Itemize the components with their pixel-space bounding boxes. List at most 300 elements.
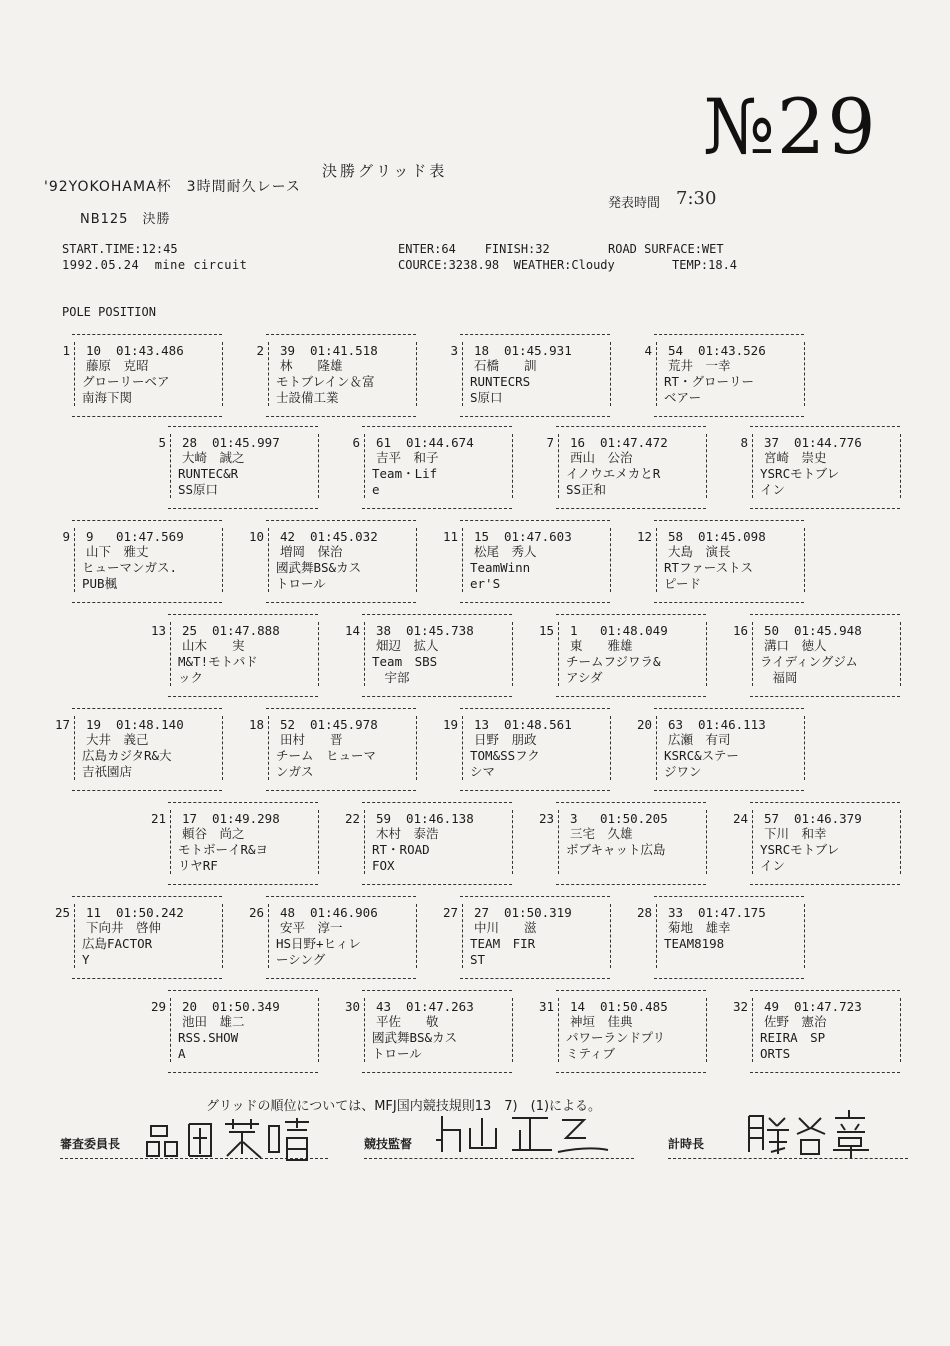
team-name-line1: RUNTECRS <box>470 374 531 389</box>
slot-border-top <box>750 990 900 991</box>
grid-position: 7 <box>546 435 554 450</box>
team-name-line2: ST <box>470 952 486 967</box>
grid-position: 6 <box>352 435 360 450</box>
team-name-line1: KSRC&ステー <box>664 748 739 763</box>
team-name-line1: REIRA SP <box>760 1030 826 1045</box>
team-name-line2: 南海下関 <box>82 390 133 405</box>
slot-border-top <box>556 990 706 991</box>
qualifying-time: 01:50.205 <box>600 811 668 826</box>
team-name-line1: ヒューマンガス. <box>82 560 178 575</box>
slot-border-left <box>462 716 463 780</box>
slot-border-top <box>460 896 610 897</box>
slot-border-bottom <box>556 696 706 697</box>
slot-border-bottom <box>168 508 318 509</box>
bike-number: 59 <box>376 811 392 826</box>
slot-border-right <box>610 342 611 406</box>
bike-number: 52 <box>280 717 296 732</box>
team-name-line2: 福岡 <box>760 670 798 685</box>
team-name-line2: ミティブ <box>566 1046 616 1061</box>
qualifying-time: 01:50.485 <box>600 999 668 1014</box>
team-name-line2: トロール <box>276 576 326 591</box>
bike-number: 49 <box>764 999 780 1014</box>
rider-name: 吉平 和子 <box>376 450 439 465</box>
slot-border-right <box>318 810 319 874</box>
rider-name: 神垣 佳典 <box>570 1014 633 1029</box>
slot-border-bottom <box>750 1072 900 1073</box>
bike-number: 33 <box>668 905 684 920</box>
bike-number: 9 <box>86 529 94 544</box>
bike-number: 63 <box>668 717 684 732</box>
slot-border-top <box>266 896 416 897</box>
bike-number: 11 <box>86 905 102 920</box>
qualifying-time: 01:47.603 <box>504 529 572 544</box>
rider-name: 大島 演長 <box>668 544 731 559</box>
grid-slot <box>732 620 922 700</box>
bike-number: 43 <box>376 999 392 1014</box>
slot-border-right <box>706 998 707 1062</box>
qualifying-time: 01:47.472 <box>600 435 668 450</box>
team-name-line1: YSRCモトブレ <box>760 466 840 481</box>
slot-border-right <box>900 810 901 874</box>
slot-border-top <box>460 708 610 709</box>
rider-name: 山木 実 <box>182 638 245 653</box>
rider-name: 大井 義己 <box>86 732 149 747</box>
rider-name: 石橋 訓 <box>474 358 537 373</box>
signature-label-race-director: 競技監督 <box>364 1137 413 1151</box>
qualifying-time: 01:47.888 <box>212 623 280 638</box>
qualifying-time: 01:48.140 <box>116 717 184 732</box>
slot-border-bottom <box>266 416 416 417</box>
slot-border-bottom <box>266 790 416 791</box>
qualifying-time: 01:47.723 <box>794 999 862 1014</box>
slot-border-top <box>556 426 706 427</box>
grid-position: 30 <box>344 999 360 1014</box>
grid-slot <box>54 714 244 794</box>
bike-number: 54 <box>668 343 684 358</box>
page-title: 決勝グリッド表 <box>322 162 448 180</box>
bike-number: 48 <box>280 905 296 920</box>
slot-border-top <box>362 990 512 991</box>
slot-border-bottom <box>654 416 804 417</box>
team-name-line1: モトボーイR&ヨ <box>178 842 269 857</box>
slot-border-bottom <box>460 978 610 979</box>
bike-number: 37 <box>764 435 780 450</box>
slot-border-left <box>656 904 657 968</box>
team-name-line2: Y <box>82 952 90 967</box>
grid-position: 31 <box>538 999 554 1014</box>
team-name-line2: トロール <box>372 1046 422 1061</box>
rider-name: 中川 滋 <box>474 920 537 935</box>
slot-border-left <box>656 528 657 592</box>
slot-border-left <box>558 998 559 1062</box>
team-name-line1: 國武舞BS&カス <box>276 560 362 575</box>
grid-position: 15 <box>538 623 554 638</box>
slot-border-right <box>706 622 707 686</box>
slot-border-left <box>74 528 75 592</box>
slot-border-left <box>74 716 75 780</box>
slot-border-bottom <box>362 696 512 697</box>
bike-number: 15 <box>474 529 490 544</box>
slot-border-left <box>170 434 171 498</box>
team-name-line1: TeamWinn <box>470 560 531 575</box>
team-name-line1: M&T!モトパド <box>178 654 258 669</box>
grid-slot <box>150 620 340 700</box>
rider-name: 広瀬 有司 <box>668 732 731 747</box>
document-number-stamp: №29 <box>703 82 878 171</box>
slot-border-right <box>610 716 611 780</box>
team-name-line1: チームフジワラ& <box>566 654 661 669</box>
slot-border-right <box>900 998 901 1062</box>
bike-number: 42 <box>280 529 296 544</box>
grid-position: 9 <box>62 529 70 544</box>
slot-border-right <box>318 434 319 498</box>
slot-border-left <box>170 998 171 1062</box>
publish-time-value: 7:30 <box>676 188 717 209</box>
grid-position: 28 <box>636 905 652 920</box>
grid-slot <box>258 340 438 420</box>
grid-position: 12 <box>636 529 652 544</box>
slot-border-top <box>654 896 804 897</box>
team-name-line2: ーシング <box>276 952 326 967</box>
signature-race-director <box>432 1112 612 1164</box>
slot-border-right <box>706 810 707 874</box>
qualifying-time: 01:50.242 <box>116 905 184 920</box>
grid-position: 27 <box>442 905 458 920</box>
qualifying-time: 01:47.569 <box>116 529 184 544</box>
slot-border-top <box>654 520 804 521</box>
team-name-line1: 広島カジタR&大 <box>82 748 172 763</box>
slot-border-bottom <box>556 884 706 885</box>
qualifying-time: 01:45.997 <box>212 435 280 450</box>
slot-border-top <box>168 614 318 615</box>
grid-slot <box>344 808 534 888</box>
team-name-line2: ンガス <box>276 764 314 779</box>
slot-border-bottom <box>168 1072 318 1073</box>
rider-name: 平佐 敬 <box>376 1014 439 1029</box>
slot-border-top <box>750 426 900 427</box>
slot-border-right <box>610 528 611 592</box>
signature-label-chief-timekeeper: 計時長 <box>668 1137 705 1151</box>
bike-number: 19 <box>86 717 102 732</box>
grid-slot <box>150 808 340 888</box>
team-name-line1: ボブキャット広島 <box>566 842 666 857</box>
team-name-line1: RT・グローリー <box>664 374 755 389</box>
bike-number: 61 <box>376 435 392 450</box>
temperature: TEMP:18.4 <box>672 258 738 272</box>
team-name-line2: er'S <box>470 576 501 591</box>
rider-name: 下向井 啓伸 <box>86 920 162 935</box>
grid-position: 17 <box>54 717 70 732</box>
bike-number: 3 <box>570 811 578 826</box>
grid-slot <box>344 620 534 700</box>
team-name-line2: イン <box>760 858 786 873</box>
slot-border-bottom <box>362 508 512 509</box>
team-name-line1: Team・Lif <box>372 466 438 481</box>
regulation-note: グリッドの順位については、MFJ国内競技規則13 7) (1)による。 <box>206 1099 602 1114</box>
grid-slot <box>248 526 438 606</box>
slot-border-bottom <box>266 978 416 979</box>
slot-border-bottom <box>750 884 900 885</box>
rider-name: 池田 雄二 <box>182 1014 245 1029</box>
grid-position: 11 <box>442 529 458 544</box>
qualifying-time: 01:45.978 <box>310 717 378 732</box>
qualifying-time: 01:46.113 <box>698 717 766 732</box>
slot-border-top <box>72 896 222 897</box>
pole-position-label: POLE POSITION <box>62 305 156 319</box>
grid-position: 24 <box>732 811 748 826</box>
slot-border-left <box>558 810 559 874</box>
slot-border-left <box>462 528 463 592</box>
team-name-line1: RTファーストス <box>664 560 754 575</box>
bike-number: 50 <box>764 623 780 638</box>
grid-slot <box>742 432 922 512</box>
team-name-line1: イノウエメカとR <box>566 466 661 481</box>
team-name-line1: TOM&SSフク <box>470 748 540 763</box>
team-name-line2: アシダ <box>566 670 603 685</box>
slot-border-left <box>462 342 463 406</box>
rider-name: 山下 雅丈 <box>86 544 149 559</box>
team-name-line1: RT・ROAD <box>372 842 430 857</box>
slot-border-bottom <box>168 884 318 885</box>
slot-border-bottom <box>750 508 900 509</box>
slot-border-bottom <box>72 978 222 979</box>
slot-border-left <box>462 904 463 968</box>
qualifying-time: 01:48.561 <box>504 717 572 732</box>
slot-border-left <box>268 528 269 592</box>
team-name-line1: 広島FACTOR <box>82 936 153 951</box>
team-name-line1: Team SBS <box>372 654 438 669</box>
grid-position: 13 <box>150 623 166 638</box>
team-name-line1: TEAM8198 <box>664 936 725 951</box>
slot-border-bottom <box>460 416 610 417</box>
slot-border-bottom <box>362 884 512 885</box>
team-name-line1: RSS.SHOW <box>178 1030 239 1045</box>
signature-chief-steward <box>145 1116 325 1170</box>
slot-border-top <box>654 708 804 709</box>
team-name-line1: TEAM FIR <box>470 936 536 951</box>
grid-position: 4 <box>644 343 652 358</box>
team-name-line1: ライディングジム <box>760 654 858 669</box>
slot-border-right <box>318 622 319 686</box>
slot-border-left <box>558 622 559 686</box>
grid-slot <box>636 526 826 606</box>
slot-border-right <box>416 716 417 780</box>
slot-border-right <box>318 998 319 1062</box>
slot-border-left <box>752 622 753 686</box>
rider-name: 菊地 雄幸 <box>668 920 731 935</box>
slot-border-right <box>416 528 417 592</box>
qualifying-time: 01:45.931 <box>504 343 572 358</box>
slot-border-top <box>362 426 512 427</box>
grid-position: 8 <box>740 435 748 450</box>
slot-border-bottom <box>266 602 416 603</box>
team-name-line2: ORTS <box>760 1046 791 1061</box>
grid-position: 1 <box>62 343 70 358</box>
slot-border-top <box>168 802 318 803</box>
team-name-line2: イン <box>760 482 786 497</box>
slot-border-left <box>268 904 269 968</box>
rider-name: 宮崎 崇史 <box>764 450 827 465</box>
qualifying-time: 01:41.518 <box>310 343 378 358</box>
slot-border-right <box>222 528 223 592</box>
rider-name: 東 雅雄 <box>570 638 633 653</box>
team-name-line1: パワーランドプリ <box>566 1030 666 1045</box>
signature-label-chief-steward: 審査委員長 <box>60 1137 121 1151</box>
slot-border-left <box>364 434 365 498</box>
slot-border-top <box>750 802 900 803</box>
slot-border-bottom <box>72 790 222 791</box>
grid-position: 14 <box>344 623 360 638</box>
grid-slot <box>64 340 244 420</box>
grid-slot <box>64 526 244 606</box>
team-name-line1: 國武舞BS&カス <box>372 1030 458 1045</box>
slot-border-right <box>804 528 805 592</box>
team-name-line2: S原口 <box>470 390 503 405</box>
bike-number: 38 <box>376 623 392 638</box>
team-name-line1: グローリーベア <box>82 374 170 389</box>
rider-name: 藤原 克昭 <box>86 358 149 373</box>
qualifying-time: 01:46.138 <box>406 811 474 826</box>
team-name-line2: SS正和 <box>566 482 607 497</box>
course-weather: COURCE:3238.98 WEATHER:Cloudy <box>398 258 615 272</box>
grid-slot <box>344 996 534 1076</box>
grid-slot <box>452 340 632 420</box>
rider-name: 西山 公治 <box>570 450 633 465</box>
rider-name: 田村 晋 <box>280 732 343 747</box>
grid-slot <box>538 996 728 1076</box>
slot-border-bottom <box>556 1072 706 1073</box>
grid-slot <box>160 432 340 512</box>
publish-time-label: 発表時間 <box>608 196 661 211</box>
slot-border-bottom <box>556 508 706 509</box>
slot-border-top <box>556 802 706 803</box>
grid-position: 10 <box>248 529 264 544</box>
qualifying-time: 01:47.263 <box>406 999 474 1014</box>
qualifying-time: 01:44.776 <box>794 435 862 450</box>
rider-name: 佐野 憲治 <box>764 1014 827 1029</box>
slot-border-top <box>266 334 416 335</box>
team-name-line2: 吉祇園店 <box>82 764 133 779</box>
class-name: NB125 決勝 <box>80 212 171 227</box>
rider-name: 日野 朋政 <box>474 732 537 747</box>
grid-position: 3 <box>450 343 458 358</box>
grid-slot <box>732 996 922 1076</box>
team-name-line1: チーム ヒューマ <box>276 748 377 763</box>
slot-border-right <box>512 434 513 498</box>
qualifying-time: 01:45.948 <box>794 623 862 638</box>
slot-border-left <box>752 434 753 498</box>
slot-border-bottom <box>750 696 900 697</box>
slot-border-top <box>168 990 318 991</box>
grid-position: 23 <box>538 811 554 826</box>
grid-slot <box>548 432 728 512</box>
slot-border-right <box>222 342 223 406</box>
slot-border-right <box>706 434 707 498</box>
grid-slot <box>354 432 534 512</box>
grid-slot <box>248 902 438 982</box>
team-name-line2: ジワン <box>664 764 702 779</box>
slot-border-top <box>72 334 222 335</box>
rider-name: 松尾 秀人 <box>474 544 537 559</box>
slot-border-left <box>364 622 365 686</box>
slot-border-left <box>268 716 269 780</box>
slot-border-left <box>268 342 269 406</box>
bike-number: 10 <box>86 343 102 358</box>
qualifying-time: 01:44.674 <box>406 435 474 450</box>
grid-slot <box>646 340 826 420</box>
slot-border-right <box>416 342 417 406</box>
team-name-line2: リヤRF <box>178 858 218 873</box>
slot-border-top <box>72 708 222 709</box>
rider-name: 増岡 保治 <box>280 544 343 559</box>
slot-border-left <box>656 716 657 780</box>
slot-border-top <box>362 802 512 803</box>
bike-number: 20 <box>182 999 198 1014</box>
team-name-line2: A <box>178 1046 186 1061</box>
slot-border-right <box>512 998 513 1062</box>
event-name: '92YOKOHAMA杯 3時間耐久レース <box>44 179 301 195</box>
qualifying-time: 01:47.175 <box>698 905 766 920</box>
grid-slot <box>538 620 728 700</box>
rider-name: 溝口 徳人 <box>764 638 827 653</box>
slot-border-left <box>752 810 753 874</box>
start-time: START.TIME:12:45 <box>62 242 178 256</box>
bike-number: 14 <box>570 999 586 1014</box>
grid-position: 5 <box>158 435 166 450</box>
enter-finish: ENTER:64 FINISH:32 <box>398 242 550 256</box>
date-circuit: 1992.05.24 mine circuit <box>62 258 248 272</box>
grid-slot <box>732 808 922 888</box>
slot-border-top <box>750 614 900 615</box>
team-name-line2: FOX <box>372 858 395 873</box>
slot-border-top <box>168 426 318 427</box>
grid-position: 25 <box>54 905 70 920</box>
qualifying-time: 01:50.319 <box>504 905 572 920</box>
rider-name: 林 隆雄 <box>280 358 343 373</box>
team-name-line2: 士設備工業 <box>276 390 339 405</box>
team-name-line2: PUB楓 <box>82 576 118 591</box>
qualifying-time: 01:45.032 <box>310 529 378 544</box>
grid-position: 16 <box>732 623 748 638</box>
slot-border-left <box>170 810 171 874</box>
rider-name: 木村 泰浩 <box>376 826 439 841</box>
qualifying-time: 01:48.049 <box>600 623 668 638</box>
qualifying-time: 01:49.298 <box>212 811 280 826</box>
slot-border-top <box>460 520 610 521</box>
slot-border-right <box>900 434 901 498</box>
team-name-line2: ック <box>178 670 204 685</box>
slot-border-bottom <box>362 1072 512 1073</box>
rider-name: 畑辺 拡人 <box>376 638 439 653</box>
slot-border-bottom <box>72 602 222 603</box>
bike-number: 28 <box>182 435 198 450</box>
team-name-line2: ピード <box>664 576 702 591</box>
team-name-line2: 宇部 <box>372 670 410 685</box>
qualifying-time: 01:45.098 <box>698 529 766 544</box>
bike-number: 27 <box>474 905 490 920</box>
slot-border-top <box>266 520 416 521</box>
slot-border-right <box>900 622 901 686</box>
slot-border-right <box>804 342 805 406</box>
bike-number: 13 <box>474 717 490 732</box>
rider-name: 頼谷 尚之 <box>182 826 245 841</box>
grid-position: 20 <box>636 717 652 732</box>
slot-border-bottom <box>654 978 804 979</box>
slot-border-right <box>610 904 611 968</box>
slot-border-right <box>222 904 223 968</box>
road-surface: ROAD SURFACE:WET <box>608 242 724 256</box>
slot-border-right <box>416 904 417 968</box>
